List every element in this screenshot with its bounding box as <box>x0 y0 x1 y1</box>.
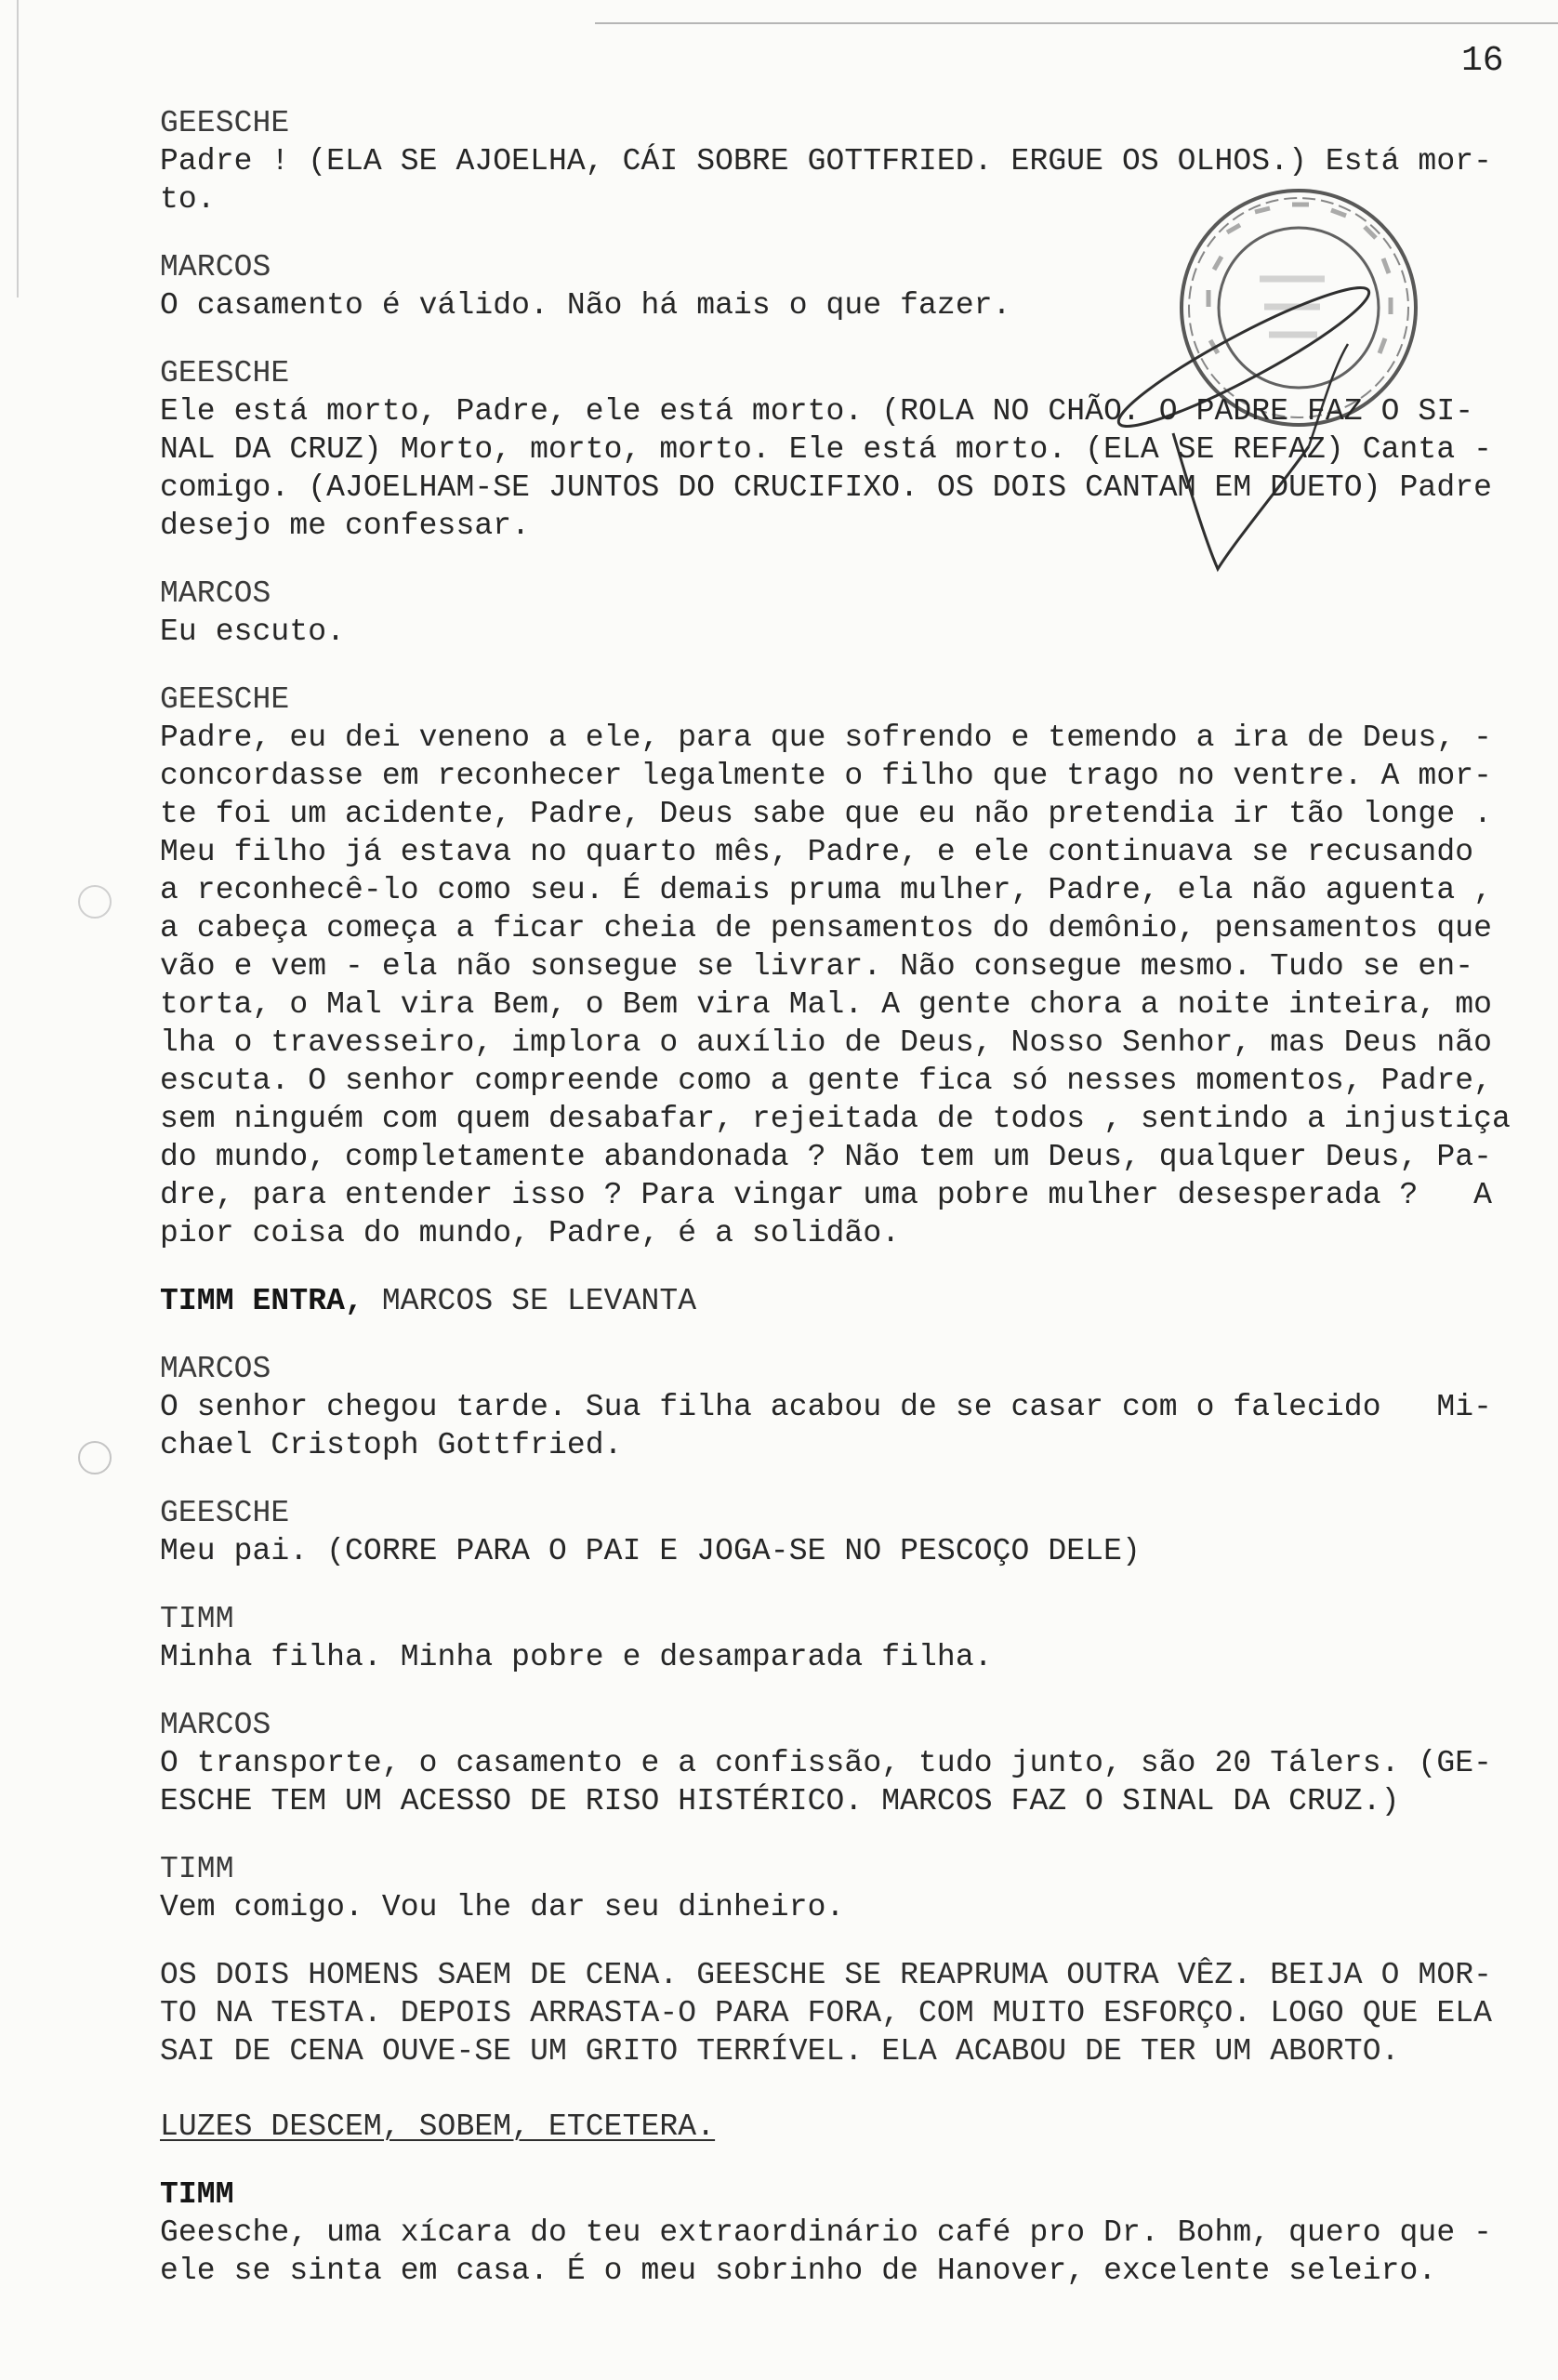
dialogue-line: Ele está morto, Padre, ele está morto. (ROLA NO CHÃO. O PADRE FAZ O SI- <box>160 394 1474 429</box>
dialogue-line: lha o travesseiro, implora o auxílio de Deus, Nosso Senhor, mas Deus não <box>160 1025 1493 1060</box>
dialogue-line: pior coisa do mundo, Padre, é a solidão. <box>160 1216 901 1250</box>
dialogue-line: O senhor chegou tarde. Sua filha acabou de se casar com o falecido Mi- <box>160 1390 1493 1424</box>
punch-hole <box>79 886 111 918</box>
dialogue-line: desejo me confessar. <box>160 509 531 543</box>
dialogue-line: a reconhecê-lo como seu. É demais pruma mulher, Padre, ela não aguenta , <box>160 873 1493 907</box>
stage-direction-line <box>160 2108 1536 2146</box>
dialogue-line: chael Cristoph Gottfried. <box>160 1428 623 1462</box>
lighting-cue: LUZES DESCEM, SOBEM, ETCETERA. <box>160 2109 716 2144</box>
speech-block <box>160 354 1536 545</box>
dialogue-line: torta, o Mal vira Bem, o Bem vira Mal. A gente chora a noite inteira, mo <box>160 987 1493 1022</box>
speaker-name: TIMM <box>160 2177 234 2212</box>
dialogue-line: comigo. (AJOELHAM-SE JUNTOS DO CRUCIFIXO. OS DOIS CANTAM EM DUETO) Padre <box>160 470 1493 505</box>
speaker-name: TIMM <box>160 1602 234 1636</box>
stage-direction-line <box>160 1282 1536 1320</box>
dialogue-line: Padre ! (ELA SE AJOELHA, CÁI SOBRE GOTTFRIED. ERGUE OS OLHOS.) Está mor- <box>160 144 1493 178</box>
dialogue-line: Padre, eu dei veneno a ele, para que sofrendo e temendo a ira de Deus, - <box>160 721 1493 755</box>
stage-direction-line: SAI DE CENA OUVE-SE UM GRITO TERRÍVEL. ELA ACABOU DE TER UM ABORTO. <box>160 2034 1400 2069</box>
dialogue-line: Vem comigo. Vou lhe dar seu dinheiro. <box>160 1890 845 1924</box>
speech-block <box>160 1850 1536 1926</box>
scan-edge-left <box>17 0 19 298</box>
stage-direction-emphasis: TIMM ENTRA, <box>160 1284 363 1318</box>
speech-block <box>160 2175 1536 2290</box>
dialogue-line: ESCHE TEM UM ACESSO DE RISO HISTÉRICO. MARCOS FAZ O SINAL DA CRUZ.) <box>160 1784 1400 1818</box>
dialogue-line: O casamento é válido. Não há mais o que fazer. <box>160 288 1011 323</box>
dialogue-line: dre, para entender isso ? Para vingar uma pobre mulher desesperada ? A <box>160 1178 1493 1212</box>
page-number: 16 <box>1461 41 1504 81</box>
dialogue-line: te foi um acidente, Padre, Deus sabe que eu não pretendia ir tão longe . <box>160 797 1493 831</box>
speaker-name: GEESCHE <box>160 682 290 717</box>
dialogue-line: a cabeça começa a ficar cheia de pensamentos do demônio, pensamentos que <box>160 911 1493 945</box>
stage-direction-text: MARCOS SE LEVANTA <box>363 1284 697 1318</box>
dialogue-line: vão e vem - ela não sonsegue se livrar. Não consegue mesmo. Tudo se en- <box>160 949 1474 984</box>
speaker-name: MARCOS <box>160 576 271 611</box>
speech-block <box>160 1350 1536 1464</box>
speech-block <box>160 681 1536 1252</box>
scan-edge-top <box>595 22 1558 24</box>
speech-block <box>160 104 1536 218</box>
speaker-name: GEESCHE <box>160 356 290 390</box>
dialogue-line: to. <box>160 182 216 217</box>
speech-block <box>160 1494 1536 1570</box>
speech-block <box>160 1706 1536 1820</box>
script-body <box>160 104 1536 2290</box>
dialogue-line: Meu filho já estava no quarto mês, Padre, e ele continuava se recusando <box>160 835 1474 869</box>
speaker-name: MARCOS <box>160 1352 271 1386</box>
speaker-name: MARCOS <box>160 1708 271 1742</box>
stage-direction <box>160 2108 1536 2146</box>
speech-block <box>160 1600 1536 1676</box>
stage-direction-line: TO NA TESTA. DEPOIS ARRASTA-O PARA FORA, COM MUITO ESFORÇO. LOGO QUE ELA <box>160 1996 1493 2030</box>
dialogue-line: O transporte, o casamento e a confissão, tudo junto, são 20 Tálers. (GE- <box>160 1746 1493 1780</box>
speech-block <box>160 248 1536 324</box>
speech-block <box>160 575 1536 651</box>
dialogue-line: Geesche, uma xícara do teu extraordinário café pro Dr. Bohm, quero que - <box>160 2215 1493 2250</box>
stage-direction <box>160 1956 1536 2070</box>
speaker-name: GEESCHE <box>160 1496 290 1530</box>
stage-direction-line: OS DOIS HOMENS SAEM DE CENA. GEESCHE SE REAPRUMA OUTRA VÊZ. BEIJA O MOR- <box>160 1958 1493 1992</box>
dialogue-line: do mundo, completamente abandonada ? Não tem um Deus, qualquer Deus, Pa- <box>160 1140 1493 1174</box>
dialogue-line: ele se sinta em casa. É o meu sobrinho de Hanover, excelente seleiro. <box>160 2254 1437 2288</box>
dialogue-line: Meu pai. (CORRE PARA O PAI E JOGA-SE NO PESCOÇO DELE) <box>160 1534 1141 1568</box>
dialogue-line: escuta. O senhor compreende como a gente fica só nesses momentos, Padre, <box>160 1064 1493 1098</box>
dialogue-line: Minha filha. Minha pobre e desamparada filha. <box>160 1640 993 1674</box>
speaker-name: TIMM <box>160 1852 234 1886</box>
speaker-name: MARCOS <box>160 250 271 284</box>
punch-hole <box>79 1442 111 1474</box>
dialogue-line: Eu escuto. <box>160 615 346 649</box>
dialogue-line: sem ninguém com quem desabafar, rejeitada de todos , sentindo a injustiça <box>160 1102 1511 1136</box>
dialogue-line: NAL DA CRUZ) Morto, morto, morto. Ele está morto. (ELA SE REFAZ) Canta - <box>160 432 1493 467</box>
dialogue-line: concordasse em reconhecer legalmente o filho que trago no ventre. A mor- <box>160 759 1493 793</box>
stage-direction <box>160 1282 1536 1320</box>
punch-holes <box>56 865 139 1515</box>
speaker-name: GEESCHE <box>160 106 290 140</box>
